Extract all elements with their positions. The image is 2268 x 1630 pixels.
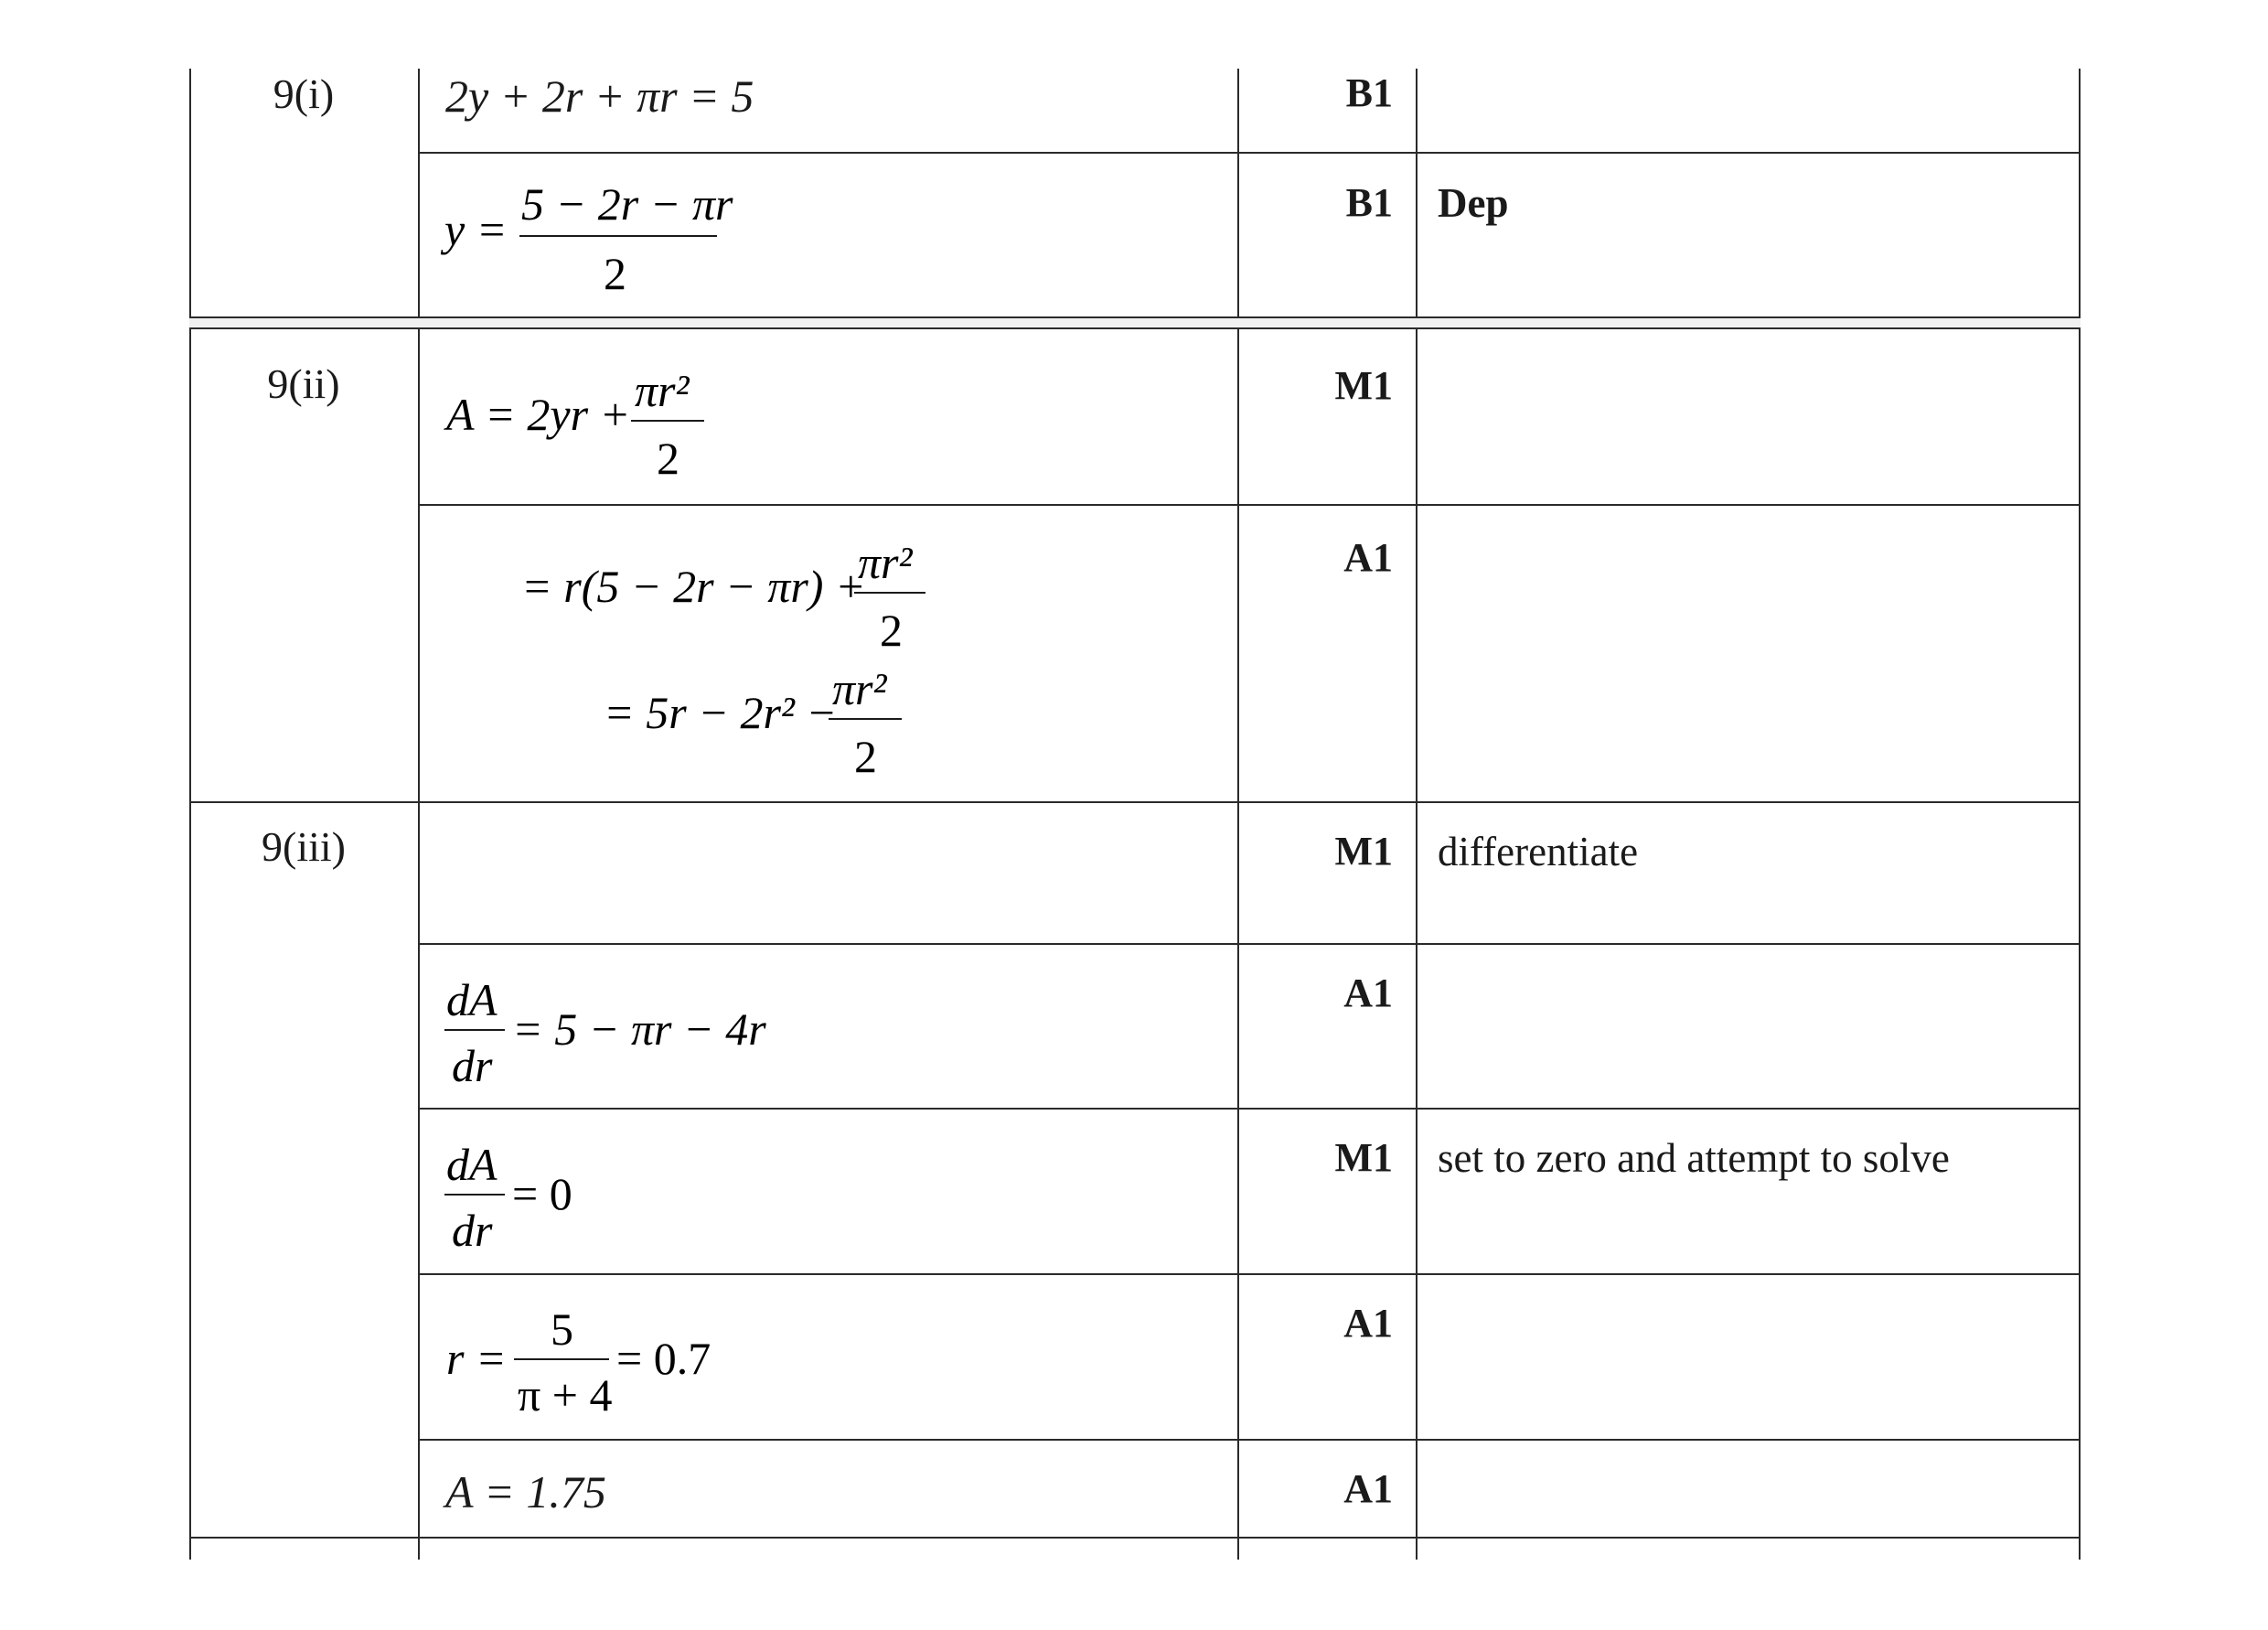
- fraction-numerator: 5 − 2r − πr: [521, 178, 733, 230]
- col-divider: [418, 69, 420, 1560]
- question-label: 9(ii): [267, 360, 340, 407]
- col-divider: [189, 69, 191, 1560]
- row-divider: [418, 504, 2081, 506]
- answer-expression: A = 1.75: [445, 1466, 606, 1517]
- row-divider: [418, 943, 2081, 945]
- fraction-denominator: π + 4: [518, 1369, 613, 1421]
- fraction-denominator: dr: [452, 1205, 493, 1256]
- answer-fraction: [444, 1132, 664, 1260]
- fraction-lhs: = 5r − 2r² −: [604, 687, 838, 738]
- mark-cell: [1239, 1465, 1417, 1512]
- mark-code: B1: [1345, 70, 1393, 115]
- mark-code: M1: [1334, 363, 1393, 408]
- fraction-numerator: πr²: [635, 365, 690, 416]
- answer-fraction: [444, 968, 774, 1096]
- fraction-lhs: r =: [446, 1333, 507, 1384]
- fraction-denominator: dr: [452, 1040, 493, 1091]
- fraction-denominator: 2: [880, 605, 903, 656]
- section-divider: [189, 316, 2081, 329]
- fraction-numerator: πr²: [832, 663, 887, 714]
- mark-cell: [1239, 828, 1417, 874]
- row-divider: [418, 1108, 2081, 1110]
- col-divider: [2079, 69, 2081, 1560]
- answer-fraction: [439, 359, 741, 487]
- mark-cell: [1239, 1134, 1417, 1181]
- answer-fraction: [521, 531, 942, 659]
- fraction-denominator: 2: [854, 731, 877, 782]
- fraction-numerator: 5: [551, 1303, 573, 1355]
- mark-cell: [1239, 534, 1417, 581]
- mark-cell: [1239, 1300, 1417, 1346]
- section-divider: [189, 1537, 2081, 1539]
- fraction-numerator: πr²: [858, 537, 913, 588]
- answer-expression: 2y + 2r + πr = 5: [445, 70, 754, 122]
- question-label: 9(iii): [262, 823, 346, 870]
- answer-fraction: [604, 657, 933, 785]
- mark-code: A1: [1343, 535, 1393, 580]
- comment-text: differentiate: [1438, 829, 1639, 874]
- fraction-numerator: dA: [446, 1139, 497, 1190]
- fraction-denominator: 2: [604, 248, 626, 299]
- mark-cell: [1239, 179, 1417, 226]
- question-label: 9(i): [273, 70, 335, 117]
- mark-code: A1: [1343, 1466, 1393, 1511]
- fraction-numerator: dA: [446, 974, 497, 1025]
- mark-code: A1: [1343, 1301, 1393, 1346]
- fraction-rhs: = 0.7: [616, 1333, 711, 1384]
- section-divider: [189, 801, 2081, 803]
- fraction-denominator: 2: [657, 433, 679, 484]
- comment-text: set to zero and attempt to solve: [1438, 1135, 1950, 1181]
- mark-code: M1: [1334, 1135, 1393, 1180]
- mark-code: M1: [1334, 829, 1393, 874]
- mark-code: A1: [1343, 970, 1393, 1015]
- row-divider: [418, 1273, 2081, 1275]
- row-divider: [418, 152, 2081, 154]
- mark-code: B1: [1345, 180, 1393, 225]
- mark-cell: [1239, 362, 1417, 409]
- fraction-lhs: A = 2yr +: [446, 389, 631, 440]
- row-divider: [418, 1439, 2081, 1441]
- fraction-lhs: = r(5 − 2r − πr) +: [521, 561, 866, 612]
- fraction-lhs: y =: [444, 204, 508, 255]
- mark-cell: [1239, 70, 1417, 116]
- answer-fraction: [444, 1297, 755, 1425]
- comment-text: Dep: [1438, 180, 1509, 226]
- fraction-rhs: = 5 − πr − 4r: [512, 1003, 766, 1055]
- fraction-rhs: = 0: [512, 1168, 572, 1219]
- mark-cell: [1239, 970, 1417, 1016]
- answer-fraction: [439, 174, 741, 302]
